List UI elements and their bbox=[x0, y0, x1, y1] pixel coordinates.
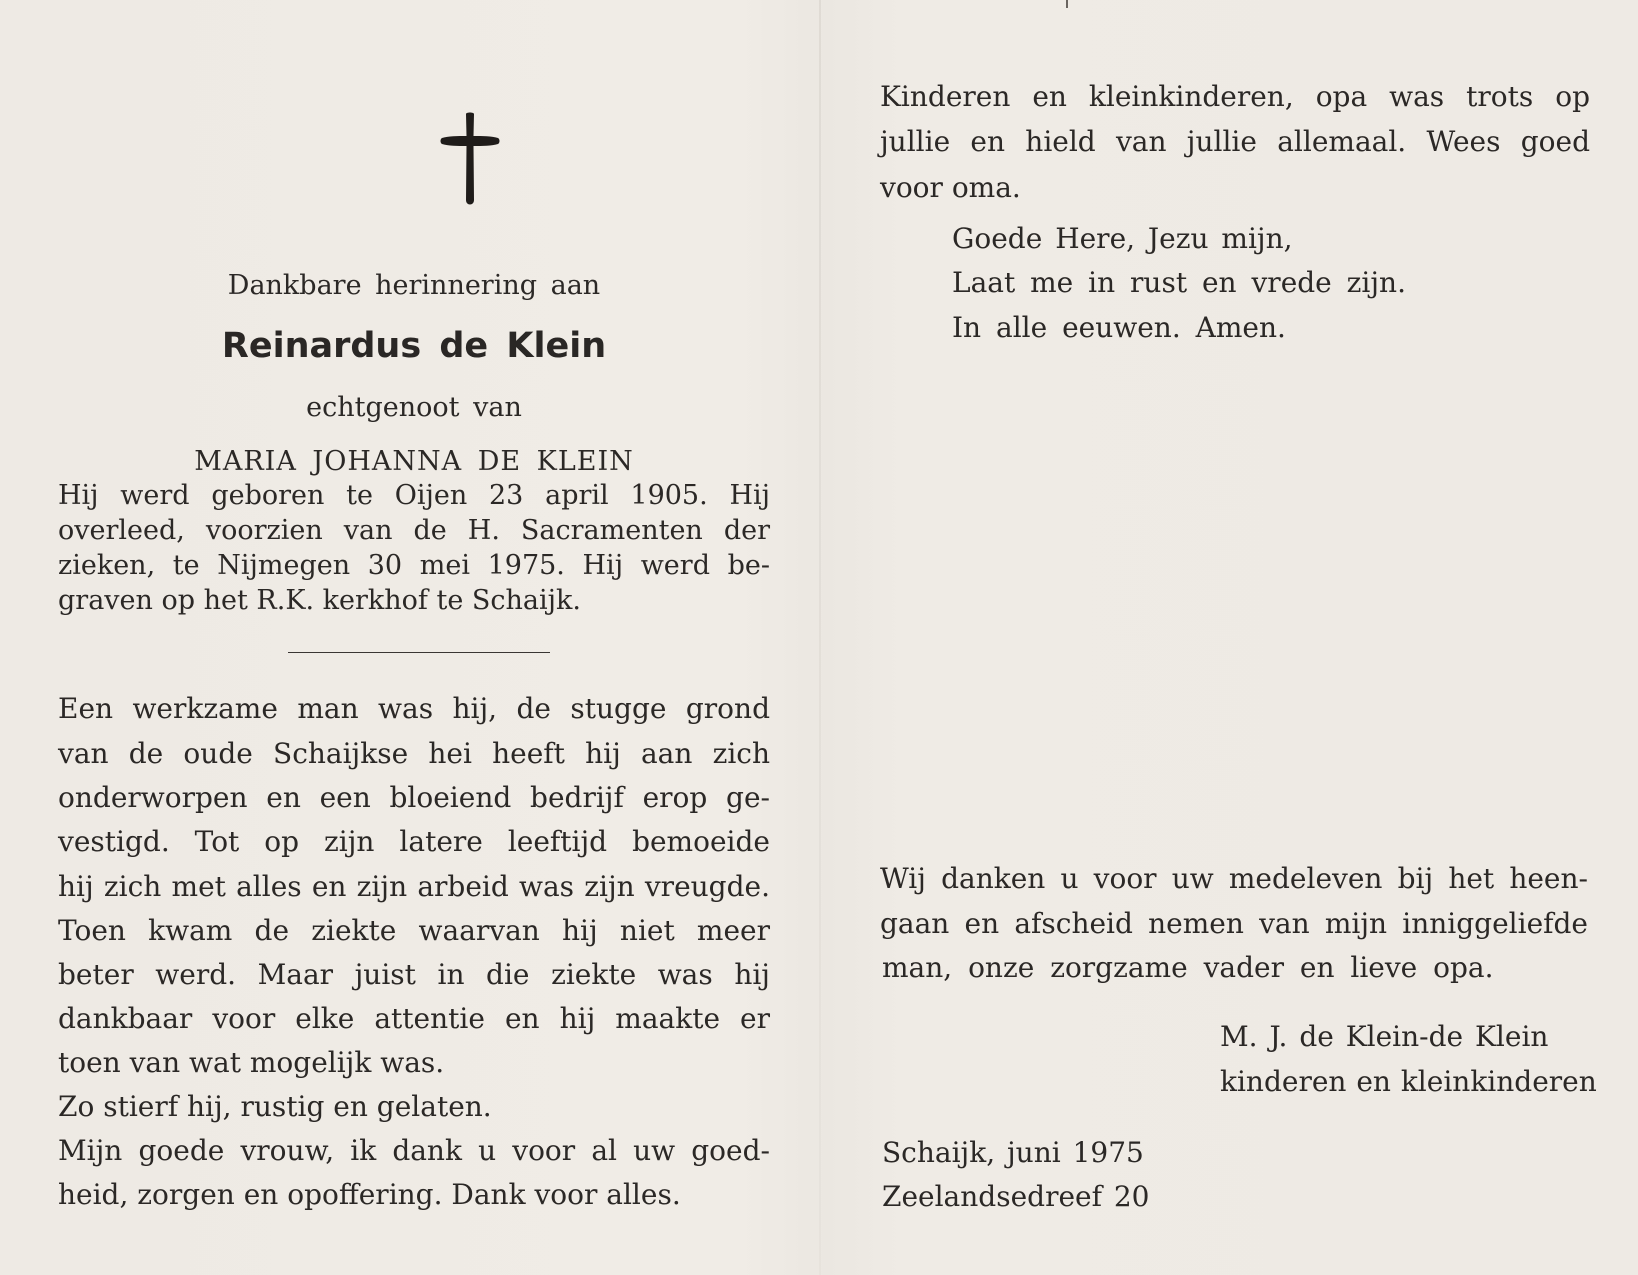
left-panel bbox=[58, 0, 770, 1275]
thanks-line: Wij danken u voor uw medeleven bij het heen- bbox=[880, 862, 1588, 895]
story-line: Mijn goede vrouw, ik dank u voor al uw goed- bbox=[58, 1134, 770, 1167]
right-panel bbox=[880, 0, 1597, 1275]
story-line: vestigd. Tot op zijn latere leeftijd bemoeide bbox=[58, 825, 770, 858]
spouse-label: echtgenoot van bbox=[306, 392, 522, 423]
bio-line: overleed, voorzien van de H. Sacramenten der bbox=[58, 515, 770, 546]
address: Zeelandsedreef 20 bbox=[882, 1180, 1150, 1213]
bio-line: Hij werd geboren te Oijen 23 april 1905. Hij bbox=[58, 480, 770, 511]
story-line: hij zich met alles en zijn arbeid was zijn vreugde. bbox=[58, 870, 770, 903]
thanks-line: man, onze zorgzame vader en lieve opa. bbox=[882, 951, 1494, 984]
message-line: Kinderen en kleinkinderen, opa was trots op bbox=[880, 80, 1590, 113]
spouse-name: MARIA JOHANNA DE KLEIN bbox=[194, 446, 634, 477]
story-line: Zo stierf hij, rustig en gelaten. bbox=[58, 1090, 492, 1123]
prayer-line: Goede Here, Jezu mijn, bbox=[952, 222, 1293, 255]
intro-text: Dankbare herinnering aan bbox=[227, 270, 601, 301]
message-line: voor oma. bbox=[880, 171, 1021, 204]
bio-line: graven op het R.K. kerkhof te Schaijk. bbox=[58, 585, 581, 616]
story-line: van de oude Schaijkse hei heeft hij aan zich bbox=[58, 737, 770, 770]
cross-icon bbox=[440, 112, 500, 208]
story-line: dankbaar voor elke attentie en hij maakte er bbox=[58, 1002, 770, 1035]
story-line: onderworpen en een bloeiend bedrijf erop ge- bbox=[58, 781, 770, 814]
story-line: Een werkzame man was hij, de stugge grond bbox=[58, 692, 770, 725]
prayer-line: Laat me in rust en vrede zijn. bbox=[952, 266, 1406, 299]
prayer-line: In alle eeuwen. Amen. bbox=[952, 311, 1286, 344]
place-date: Schaijk, juni 1975 bbox=[882, 1136, 1144, 1169]
story-line: toen van wat mogelijk was. bbox=[58, 1046, 445, 1079]
story-line: heid, zorgen en opoffering. Dank voor alles. bbox=[58, 1178, 681, 1211]
signature-line: kinderen en kleinkinderen bbox=[1220, 1065, 1597, 1098]
bio-line: zieken, te Nijmegen 30 mei 1975. Hij werd be- bbox=[58, 550, 770, 581]
story-line: beter werd. Maar juist in die ziekte was hij bbox=[58, 958, 770, 991]
thanks-line: gaan en afscheid nemen van mijn inniggeliefde bbox=[880, 907, 1588, 940]
card-fold bbox=[819, 0, 821, 1275]
story-line: Toen kwam de ziekte waarvan hij niet meer bbox=[58, 914, 770, 947]
signature-line: M. J. de Klein-de Klein bbox=[1220, 1020, 1549, 1053]
divider-line bbox=[288, 652, 550, 653]
message-line: jullie en hield van jullie allemaal. Wees goed bbox=[880, 125, 1590, 158]
deceased-name: Reinardus de Klein bbox=[221, 326, 607, 366]
